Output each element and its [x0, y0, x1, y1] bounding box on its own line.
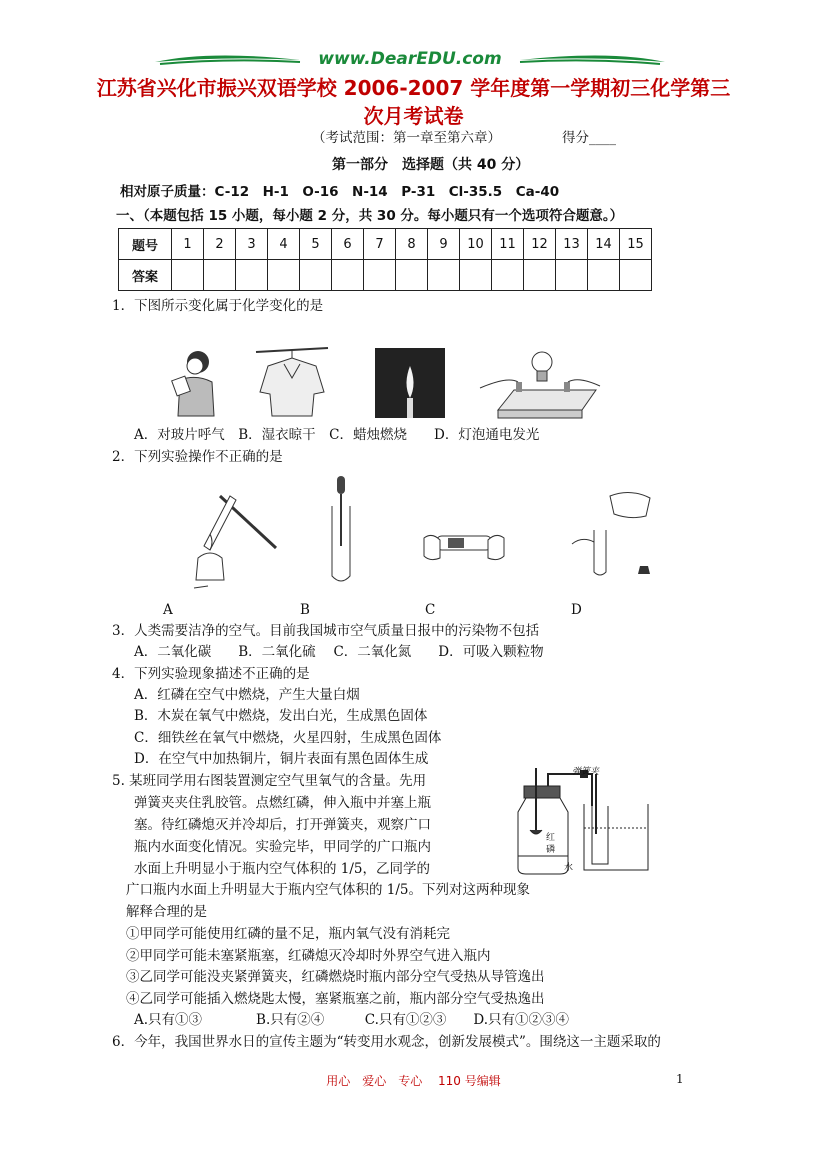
label-red: 红	[546, 833, 556, 843]
atomic-mass: 相对原子质量：C-12 H-1 O-16 N-14 P-31 Cl-35.5 Ca-40	[120, 184, 560, 200]
q4-option-a: A．红磷在空气中燃烧，产生大量白烟	[134, 687, 360, 703]
q-number-cell: 14	[588, 229, 620, 260]
title-line-2: 次月考试卷	[363, 104, 464, 128]
q-number-cell: 5	[300, 229, 332, 260]
answer-cell[interactable]	[492, 260, 524, 291]
q5-line: 水面上升明显小于瓶内空气体积的 1/5，乙同学的	[134, 861, 431, 877]
label-spring-clip: 弹簧夹	[572, 767, 600, 777]
q2-label-c: C	[425, 602, 436, 618]
q2-label-b: B	[300, 602, 310, 618]
answer-cell[interactable]	[588, 260, 620, 291]
answer-cell[interactable]	[172, 260, 204, 291]
oxygen-apparatus-figure	[512, 764, 652, 876]
part1-heading: 第一部分 选择题（共 40 分）	[332, 157, 530, 173]
q-number-cell: 7	[364, 229, 396, 260]
q5-reason: ④乙同学可能插入燃烧匙太慢，塞紧瓶塞之前，瓶内部分空气受热逸出	[126, 991, 545, 1007]
section-intro: 一、（本题包括 15 小题，每小题 2 分，共 30 分。每小题只有一个选项符合题意。）	[116, 208, 624, 224]
q2-stem: 2．下列实验操作不正确的是	[112, 449, 283, 465]
pouring-liquid-icon	[570, 486, 656, 578]
site-banner	[150, 48, 670, 74]
answer-cell[interactable]	[556, 260, 588, 291]
title-line-1: 江苏省兴化市振兴双语学校 2006-2007 学年度第一学期初三化学第三	[96, 76, 731, 100]
answer-cell[interactable]	[268, 260, 300, 291]
q-number-cell: 6	[332, 229, 364, 260]
q-number-cell: 10	[460, 229, 492, 260]
footer-text: 用心 爱心 专心 110 号编辑	[326, 1074, 501, 1088]
q5-line: 广口瓶内水面上升明显大于瓶内空气体积的 1/5。下列对这两种现象	[126, 882, 531, 898]
burning-candle-icon	[375, 348, 445, 418]
q4-option-d: D．在空气中加热铜片，铜片表面有黑色固体生成	[134, 751, 429, 767]
q5-reason: ②甲同学可能未塞紧瓶塞，红磷熄灭冷却时外界空气进入瓶内	[126, 948, 491, 964]
q5-reason: ①甲同学可能使用红磷的量不足，瓶内氧气没有消耗完	[126, 926, 450, 942]
q6-stem: 6．今年，我国世界水日的宣传主题为“转变用水观念，创新发展模式”。围绕这一主题采取的	[112, 1034, 661, 1050]
label-water: 水	[564, 863, 574, 873]
q-number-cell: 1	[172, 229, 204, 260]
q5-line: 5. 某班同学用右图装置测定空气里氧气的含量。先用	[112, 773, 427, 789]
light-bulb-circuit-icon	[478, 346, 602, 420]
score-field: 得分____	[562, 130, 616, 146]
answer-cell[interactable]	[620, 260, 652, 291]
page-title	[80, 74, 747, 130]
q2-label-a: A	[163, 602, 173, 618]
q4-stem: 4．下列实验现象描述不正确的是	[112, 666, 310, 682]
answer-cell[interactable]	[204, 260, 236, 291]
table-row	[119, 260, 652, 291]
answer-cell[interactable]	[332, 260, 364, 291]
answer-cell[interactable]	[524, 260, 556, 291]
q5-line: 瓶内水面变化情况。实验完毕，甲同学的广口瓶内	[134, 839, 431, 855]
answer-cell[interactable]	[460, 260, 492, 291]
label-phosphorus: 磷	[546, 845, 556, 855]
q1-stem: 1．下图所示变化属于化学变化的是	[112, 298, 324, 314]
q4-option-c: C．细铁丝在氧气中燃烧，火星四射，生成黑色固体	[134, 730, 442, 746]
tube-stopper-insert-icon	[422, 518, 506, 576]
q1-options: A．对玻片呼气 B．湿衣晾干 C．蜡烛燃烧 D．灯泡通电发光	[134, 427, 540, 443]
q5-reason: ③乙同学可能没夹紧弹簧夹，红磷燃烧时瓶内部分空气受热从导管逸出	[126, 969, 545, 985]
q-number-cell: 3	[236, 229, 268, 260]
q3-stem: 3．人类需要洁净的空气。目前我国城市空气质量日报中的污染物不包括	[112, 623, 540, 639]
table-row	[119, 229, 652, 260]
site-name[interactable]: www.DearEDU.com	[318, 49, 502, 69]
q-number-cell: 9	[428, 229, 460, 260]
page-number: 1	[676, 1072, 684, 1086]
q5-line: 塞。待红磷熄灭并冷却后，打开弹簧夹，观察广口	[134, 817, 431, 833]
q-number-cell: 13	[556, 229, 588, 260]
test-tube-heating-icon	[190, 488, 282, 590]
q5-line: 弹簧夹夹住乳胶管。点燃红磷，伸入瓶中并塞上瓶	[134, 795, 431, 811]
answer-cell[interactable]	[364, 260, 396, 291]
q4-option-b: B．木炭在氧气中燃烧，发出白光，生成黑色固体	[134, 708, 428, 724]
q2-label-d: D	[571, 602, 582, 618]
q-number-cell: 4	[268, 229, 300, 260]
test-tube-dropper-icon	[326, 476, 356, 586]
q-number-cell: 15	[620, 229, 652, 260]
answer-table	[118, 228, 652, 291]
q5-options: A.只有①③ B.只有②④ C.只有①②③ D.只有①②③④	[134, 1012, 570, 1028]
q3-options: A．二氧化碳 B．二氧化硫 C．二氧化氮 D．可吸入颗粒物	[134, 644, 544, 660]
q-number-cell: 11	[492, 229, 524, 260]
answer-cell[interactable]	[236, 260, 268, 291]
apparatus-icon	[512, 764, 652, 876]
wet-clothes-drying-icon	[254, 344, 330, 418]
q-number-cell: 8	[396, 229, 428, 260]
answer-cell[interactable]	[396, 260, 428, 291]
answer-cell[interactable]	[428, 260, 460, 291]
breathing-on-glass-icon	[168, 348, 224, 418]
q-number-cell: 2	[204, 229, 236, 260]
row-label-answer: 答案	[119, 260, 172, 291]
row-label-number: 题号	[119, 229, 172, 260]
q5-line: 解释合理的是	[126, 904, 207, 920]
answer-cell[interactable]	[300, 260, 332, 291]
exam-scope: （考试范围：第一章至第六章）	[312, 130, 501, 146]
q-number-cell: 12	[524, 229, 556, 260]
